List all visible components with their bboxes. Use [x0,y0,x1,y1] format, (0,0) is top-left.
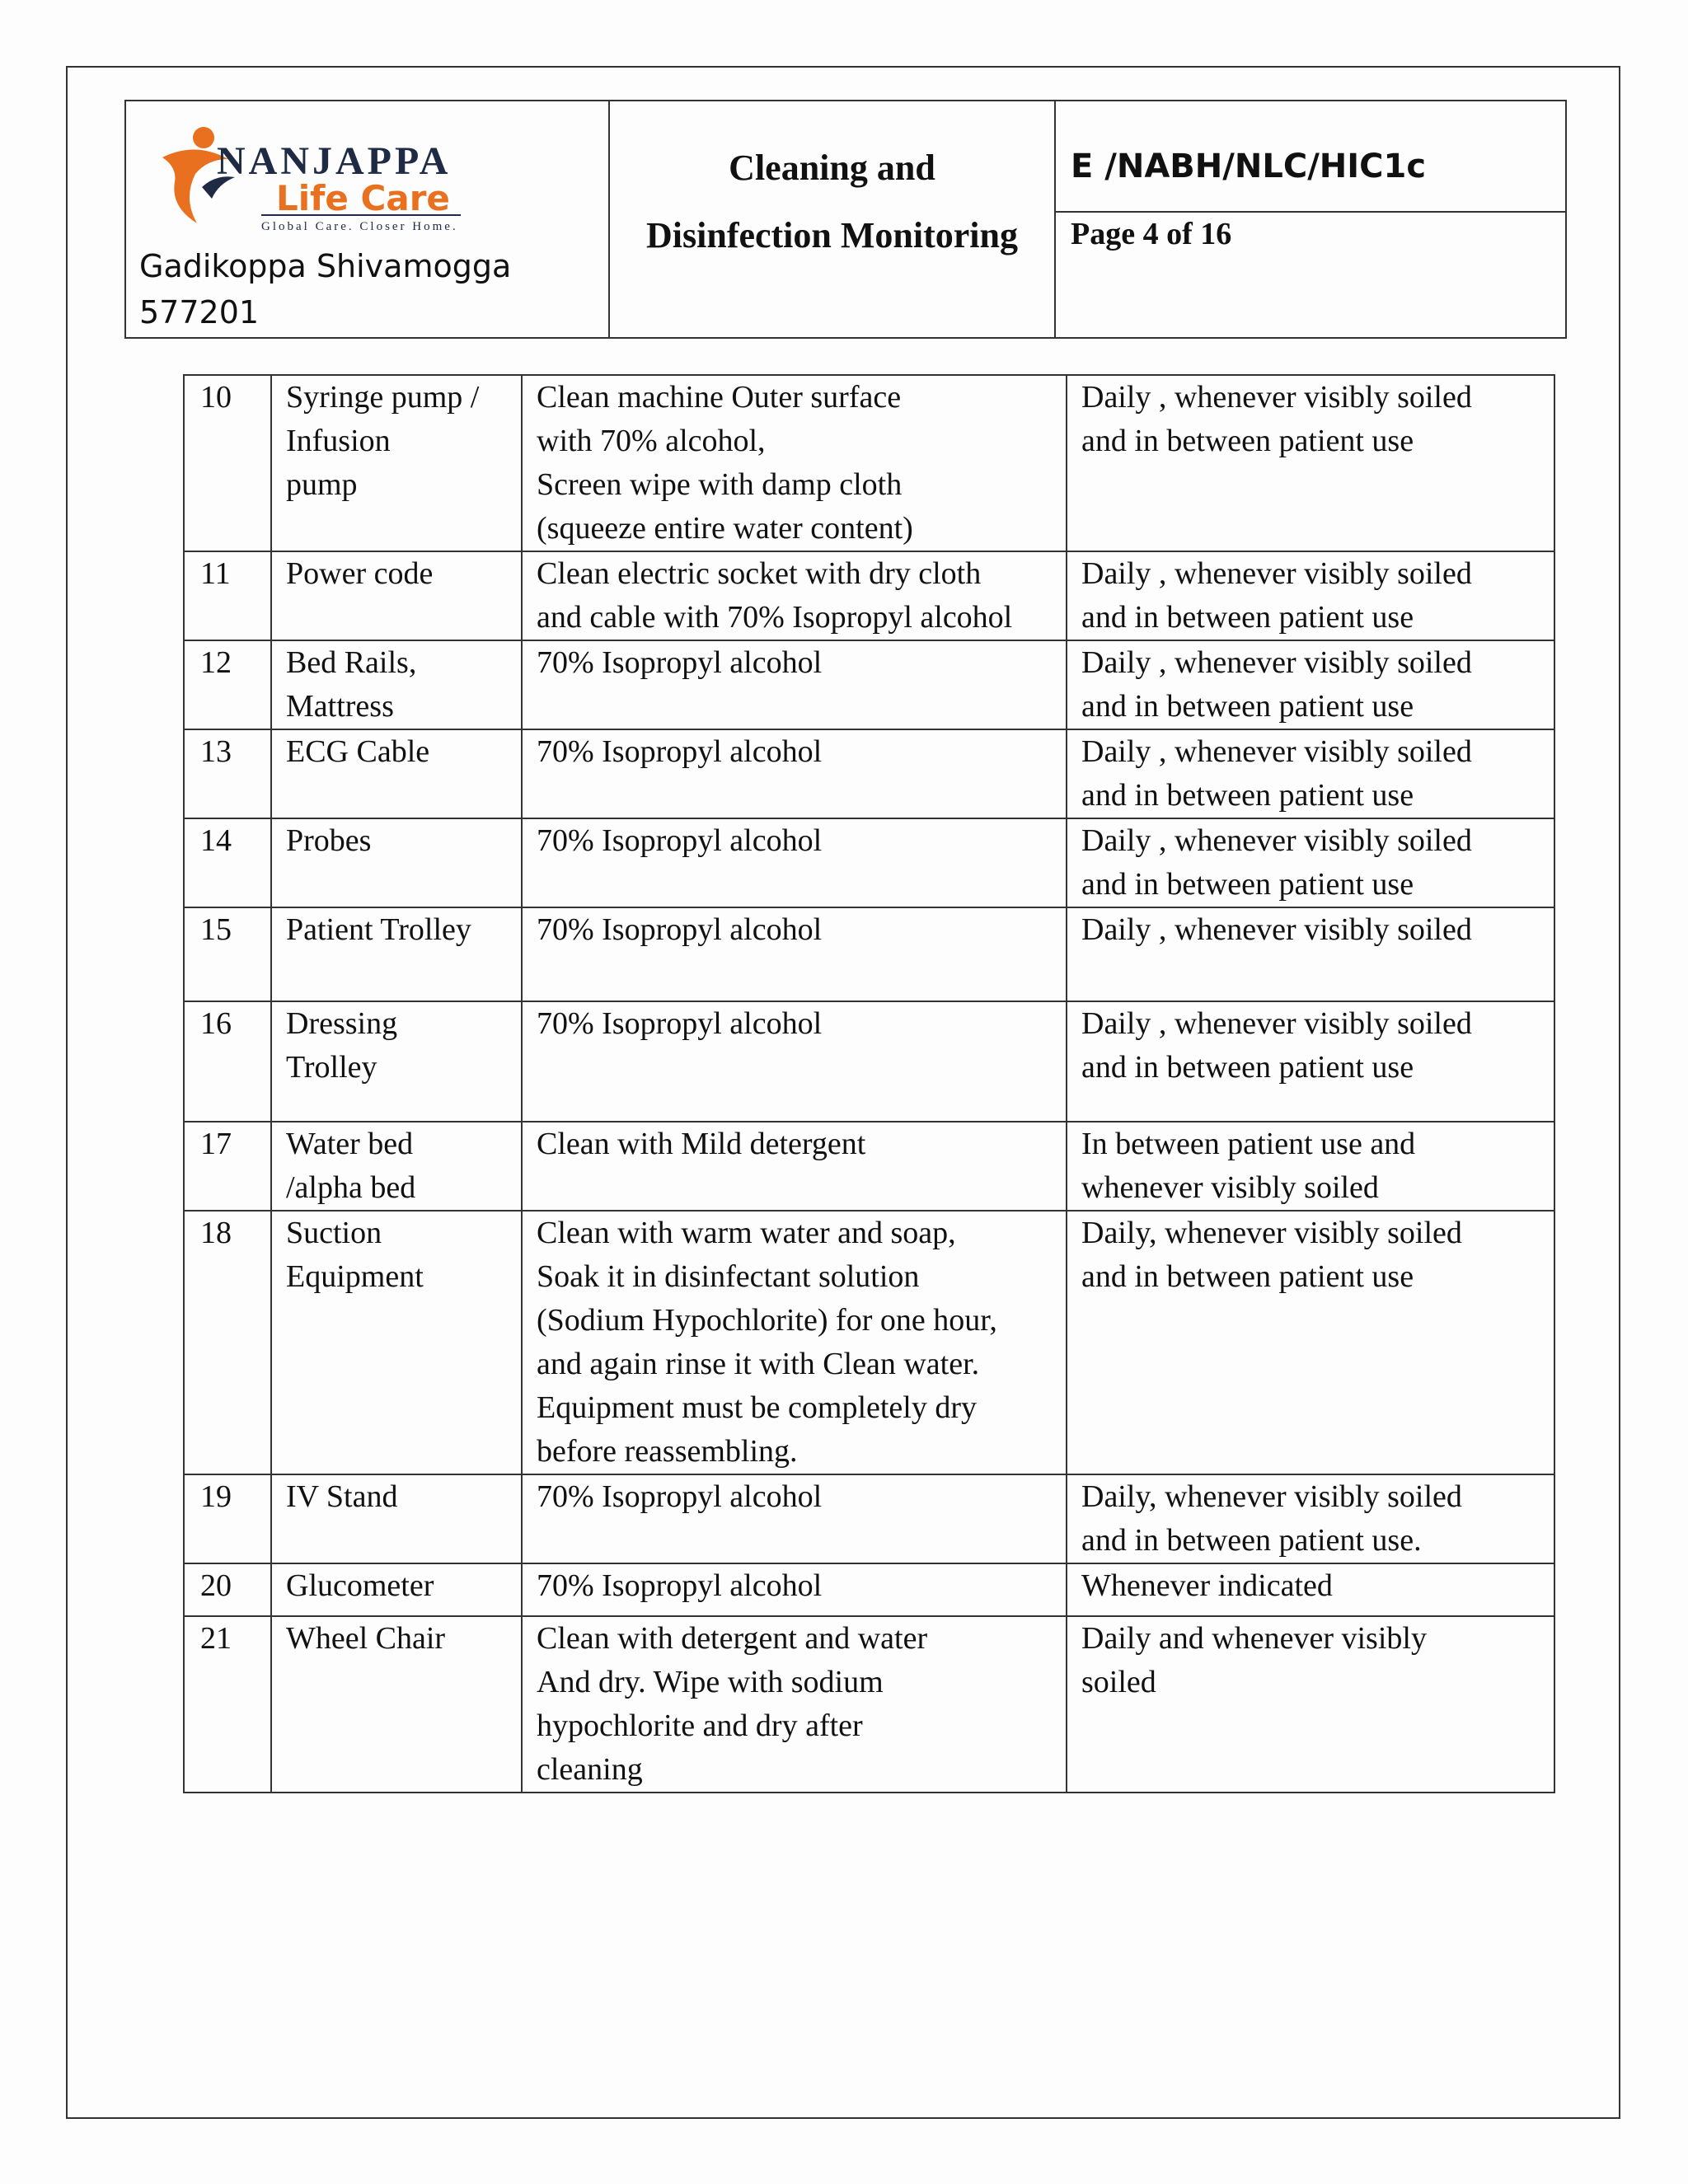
cell-method [522,1122,1067,1211]
method-line: 70% Isopropyl alcohol [537,645,823,680]
frequency-line: Whenever indicated [1081,1568,1333,1603]
item-line: IV Stand [286,1479,398,1514]
item-line: Glucometer [286,1568,434,1603]
cell-frequency [1067,375,1554,551]
method-line: hypochlorite and dry after [537,1708,863,1743]
table-row [184,1001,1554,1122]
cell-method [522,1474,1067,1563]
method-line: Equipment must be completely dry [537,1390,978,1425]
cell-method [522,551,1067,640]
item-line: Probes [286,823,372,858]
cell-sno: 19 [184,1474,271,1563]
item-line: pump [286,467,358,502]
cell-item [271,1616,522,1793]
cell-item [271,907,522,1001]
table-row [184,1616,1554,1793]
item-line: Syringe pump / [286,380,480,415]
table-row [184,1211,1554,1474]
document-header [124,100,1567,339]
method-line: Soak it in disinfectant solution [537,1259,920,1294]
nanjappa-logo [138,108,467,240]
table-row [184,375,1554,551]
frequency-line: whenever visibly soiled [1081,1170,1379,1205]
frequency-line: and in between patient use [1081,867,1414,902]
title-line-1: Cleaning and [729,148,935,188]
cell-method [522,729,1067,818]
cell-frequency [1067,1122,1554,1211]
table-row [184,818,1554,907]
method-line: 70% Isopropyl alcohol [537,823,823,858]
cell-method [522,375,1067,551]
address-line-2: 577201 [139,294,260,330]
method-line: Clean electric socket with dry cloth [537,556,982,591]
item-line: Equipment [286,1259,424,1294]
logo-tagline: Global Care. Closer Home. [261,220,458,233]
cell-sno: 16 [184,1001,271,1122]
frequency-line: and in between patient use [1081,424,1414,458]
cell-item [271,551,522,640]
item-line: Dressing [286,1006,398,1041]
cell-method [522,1211,1067,1474]
cell-frequency [1067,907,1554,1001]
cell-item [271,1211,522,1474]
hospital-address [139,243,584,335]
method-line: Clean machine Outer surface [537,380,902,415]
cell-sno: 12 [184,640,271,729]
cell-method [522,1616,1067,1793]
logo-cell [125,101,609,338]
cell-item [271,375,522,551]
item-line: Wheel Chair [286,1621,446,1656]
frequency-line: Daily , whenever visibly soiled [1081,912,1472,947]
method-line: 70% Isopropyl alcohol [537,1479,823,1514]
frequency-line: Daily, whenever visibly soiled [1081,1216,1462,1250]
document-code-cell [1055,101,1566,338]
method-line: (squeeze entire water content) [537,511,913,546]
frequency-line: Daily , whenever visibly soiled [1081,556,1472,591]
address-line-1: Gadikoppa Shivamogga [139,248,512,284]
logo-subname: Life Care [276,178,450,218]
table-row [184,640,1554,729]
cell-frequency [1067,1616,1554,1793]
frequency-line: and in between patient use. [1081,1523,1422,1558]
cell-sno: 13 [184,729,271,818]
cell-frequency [1067,1474,1554,1563]
frequency-line: Daily and whenever visibly [1081,1621,1427,1656]
item-line: Power code [286,556,434,591]
item-line: Infusion [286,424,391,458]
table-row [184,551,1554,640]
cell-method [522,640,1067,729]
method-line: 70% Isopropyl alcohol [537,912,823,947]
item-line: Water bed [286,1127,414,1161]
frequency-line: Daily , whenever visibly soiled [1081,380,1472,415]
frequency-line: and in between patient use [1081,1259,1414,1294]
cell-sno: 20 [184,1563,271,1616]
item-line: Mattress [286,689,394,724]
logo-name: NANJAPPA [217,139,452,183]
document-code: E /NABH/NLC/HIC1c [1056,101,1565,212]
method-line: before reassembling. [537,1434,798,1469]
cell-frequency [1067,1001,1554,1122]
table-row [184,1122,1554,1211]
cell-item [271,1122,522,1211]
frequency-line: soiled [1081,1665,1156,1699]
method-line: Screen wipe with damp cloth [537,467,903,502]
method-line: Clean with Mild detergent [537,1127,866,1161]
cell-sno: 11 [184,551,271,640]
method-line: And dry. Wipe with sodium [537,1665,884,1699]
method-line: and again rinse it with Clean water. [537,1347,980,1381]
cell-method [522,907,1067,1001]
cell-item [271,1001,522,1122]
method-line: and cable with 70% Isopropyl alcohol [537,600,1013,635]
cell-sno: 14 [184,818,271,907]
title-line-2: Disinfection Monitoring [646,215,1018,255]
method-line: 70% Isopropyl alcohol [537,1568,823,1603]
method-line: cleaning [537,1752,643,1787]
frequency-line: Daily , whenever visibly soiled [1081,823,1472,858]
method-line: 70% Isopropyl alcohol [537,734,823,769]
frequency-line: and in between patient use [1081,1050,1414,1085]
cell-sno: 10 [184,375,271,551]
method-line: with 70% alcohol, [537,424,766,458]
frequency-line: Daily , whenever visibly soiled [1081,645,1472,680]
item-line: Patient Trolley [286,912,471,947]
cell-sno: 18 [184,1211,271,1474]
frequency-line: In between patient use and [1081,1127,1416,1161]
frequency-line: Daily , whenever visibly soiled [1081,734,1472,769]
cell-frequency [1067,1211,1554,1474]
frequency-line: and in between patient use [1081,778,1414,813]
table-row [184,1474,1554,1563]
cell-sno: 21 [184,1616,271,1793]
frequency-line: and in between patient use [1081,600,1414,635]
cell-frequency [1067,551,1554,640]
frequency-line: Daily, whenever visibly soiled [1081,1479,1462,1514]
frequency-line: and in between patient use [1081,689,1414,724]
cell-sno: 17 [184,1122,271,1211]
table-row [184,729,1554,818]
item-line: /alpha bed [286,1170,416,1205]
table-row [184,1563,1554,1616]
frequency-line: Daily , whenever visibly soiled [1081,1006,1472,1041]
cell-method [522,818,1067,907]
cell-frequency [1067,729,1554,818]
cell-item [271,1563,522,1616]
document-title [609,101,1055,338]
cell-frequency [1067,640,1554,729]
cell-sno: 15 [184,907,271,1001]
method-line: Clean with warm water and soap, [537,1216,956,1250]
item-line: Trolley [286,1050,377,1085]
cell-item [271,818,522,907]
cell-frequency [1067,818,1554,907]
cell-method [522,1001,1067,1122]
logo-figure-head-icon [193,127,214,148]
item-line: Suction [286,1216,382,1250]
method-line: 70% Isopropyl alcohol [537,1006,823,1041]
cell-method [522,1563,1067,1616]
cell-frequency [1067,1563,1554,1616]
item-line: Bed Rails, [286,645,417,680]
item-line: ECG Cable [286,734,430,769]
method-line: Clean with detergent and water [537,1621,928,1656]
table-row [184,907,1554,1001]
page-number: Page 4 of 16 [1071,217,1232,251]
cell-item [271,1474,522,1563]
cell-item [271,729,522,818]
cleaning-schedule-table [183,374,1555,1793]
cell-item [271,640,522,729]
method-line: (Sodium Hypochlorite) for one hour, [537,1303,997,1338]
